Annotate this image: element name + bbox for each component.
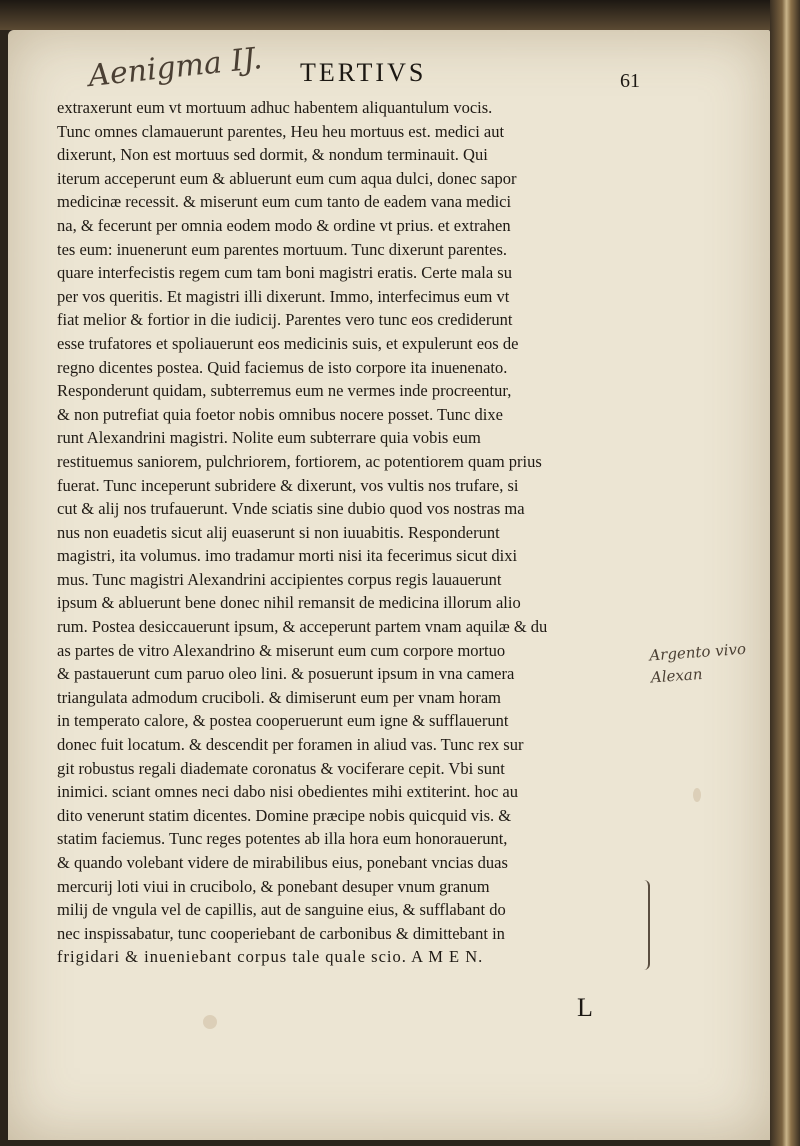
text-line: na, & fecerunt per omnia eodem modo & ordine vt prius. et extrahen <box>57 215 511 235</box>
page-number: 61 <box>620 70 640 92</box>
running-head: TERTIVS <box>300 58 427 87</box>
text-line: esse trufatores et spoliauerunt eos medicinis suis, et expulerunt eos de <box>57 333 519 353</box>
text-line: git robustus regali diademate coronatus & vociferare cepit. Vbi sunt <box>57 758 505 778</box>
text-line: iterum acceperunt eum & abluerunt eum cum aqua dulci, donec sapor <box>57 168 517 188</box>
text-line: mercurij loti viui in crucibolo, & ponebant desuper vnum granum <box>57 876 490 896</box>
text-line: nec inspissabatur, tunc cooperiebant de carbonibus & dimittebant in <box>57 923 505 943</box>
text-line: statim faciemus. Tunc reges potentes ab illa hora eum honorauerunt, <box>57 829 508 849</box>
text-line: quare interfecistis regem cum tam boni magistri eratis. Certe mala su <box>57 263 512 283</box>
text-line: triangulata admodum cruciboli. & dimiserunt eum per vnam horam <box>57 687 502 707</box>
text-line: runt Alexandrini magistri. Nolite eum subterrare quia vobis eum <box>57 428 481 448</box>
text-line: dito venerunt statim dicentes. Domine præcipe nobis quicquid vis. & <box>57 805 512 825</box>
catchword: L <box>577 993 593 1022</box>
text-line: & pastauerunt cum paruo oleo lini. & posuerunt ipsum in vna camera <box>57 664 515 684</box>
text-line: inimici. sciant omnes neci dabo nisi obedientes mihi extiterint. hoc au <box>57 782 518 802</box>
body-text <box>57 96 657 969</box>
text-line: mus. Tunc magistri Alexandrini accipientes corpus regis lauauerunt <box>57 569 502 589</box>
text-line: magistri, ita volumus. imo tradamur morti nisi ita fecerimus sicut dixi <box>57 546 518 566</box>
paper-stain <box>693 788 701 802</box>
text-line: tes eum: inuenerunt eum parentes mortuum. Tunc dixerunt parentes. <box>57 239 507 259</box>
handwritten-heading: Aenigma IJ. <box>86 40 264 95</box>
text-line: regno dicentes postea. Quid faciemus de isto corpore ita inuenenato. <box>57 357 508 377</box>
text-line: milij de vngula vel de capillis, aut de sanguine eius, & sufflabant do <box>57 900 506 920</box>
book-top-edge <box>0 0 800 30</box>
text-line-final: frigidari & inueniebant corpus tale quale scio. A M E N. <box>57 947 484 967</box>
text-line: extraxerunt eum vt mortuum adhuc habentem aliquantulum vocis. <box>57 98 493 117</box>
text-line: in temperato calore, & postea cooperuerunt eum igne & sufflauerunt <box>57 711 509 731</box>
text-line: fuerat. Tunc inceperunt subridere & dixerunt, vos vultis nos trufare, si <box>57 475 519 495</box>
text-line: dixerunt, Non est mortuus sed dormit, & nondum terminauit. Qui <box>57 145 488 165</box>
paper-stain <box>203 1015 217 1029</box>
text-line: as partes de vitro Alexandrino & miserunt eum cum corpore mortuo <box>57 640 506 660</box>
text-line: Responderunt quidam, subterremus eum ne vermes inde procreentur, <box>57 381 512 401</box>
text-line: per vos queritis. Et magistri illi dixerunt. Immo, interfecimus eum vt <box>57 286 510 306</box>
book-binding-edge <box>770 0 800 1146</box>
text-line: & quando volebant videre de mirabilibus eius, ponebant vncias duas <box>57 853 508 872</box>
text-line: rum. Postea desiccauerunt ipsum, & acceperunt partem vnam aquilæ & du <box>57 617 548 637</box>
text-line: restituemus saniorem, pulchriorem, fortiorem, ac potentiorem quam prius <box>57 451 542 471</box>
text-line: fiat melior & fortior in die iudicij. Parentes vero tunc eos crediderunt <box>57 310 513 330</box>
text-line: medicinæ recessit. & miserunt eum cum tanto de eadem vana medici <box>57 192 512 212</box>
text-line: donec fuit locatum. & descendit per foramen in aliud vas. Tunc rex sur <box>57 735 524 755</box>
text-line: nus non euadetis sicut alij euaserunt si non iuuabitis. Responderunt <box>57 522 500 542</box>
text-line: Tunc omnes clamauerunt parentes, Heu heu mortuus est. medici aut <box>57 121 505 141</box>
margin-bracket <box>640 880 650 970</box>
text-line: cut & alij nos trufauerunt. Vnde sciatis sine dubio quod vos nostras ma <box>57 499 525 519</box>
marginal-annotation: Argento vivo Alexan <box>648 639 747 687</box>
text-line: ipsum & abluerunt bene donec nihil remansit de medicina illorum alio <box>57 593 521 613</box>
text-line: & non putrefiat quia foetor nobis omnibus nocere posset. Tunc dixe <box>57 404 503 424</box>
